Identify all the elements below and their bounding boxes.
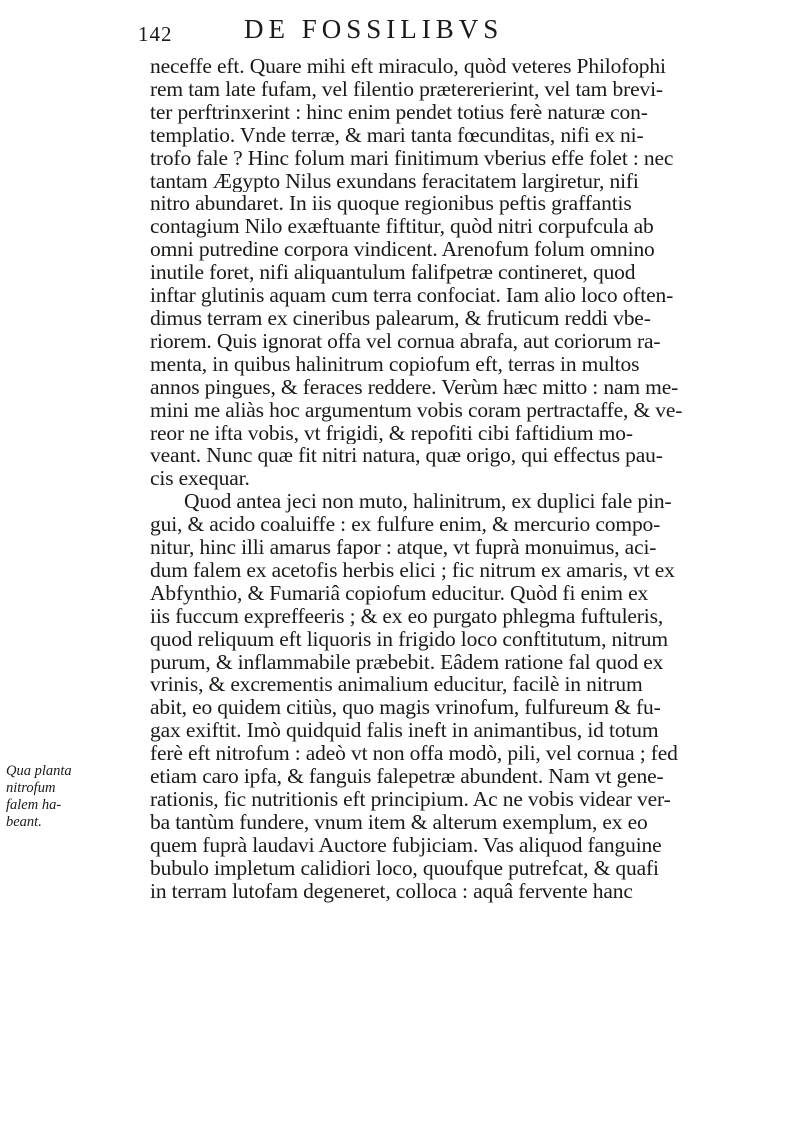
page-header: [100, 8, 760, 48]
text-line: nitro abundaret. In iis quoque regionibus peftis graffantis: [150, 192, 632, 216]
text-line: neceffe eft. Quare mihi eft miraculo, quòd veteres Philofophi: [150, 55, 666, 78]
text-line: bubulo impletum calidiori loco, quoufque putrefcat, & quafi: [150, 856, 659, 880]
text-line: vrinis, & excrementis animalium educitur, facilè in nitrum: [150, 673, 643, 697]
text-line: gui, & acido coaluiffe : ex fulfure enim, & mercurio compo-: [150, 513, 661, 537]
text-line: rem tam late fufam, vel filentio prætererierint, vel tam brevi-: [150, 77, 663, 101]
text-line: Abfynthio, & Fumariâ copiofum educitur. Quòd fi enim ex: [150, 581, 649, 605]
text-line: in terram lutofam degeneret, colloca : aquâ fervente hanc: [150, 879, 633, 903]
paragraph-start-line: Quod antea jeci non muto, halinitrum, ex duplici fale pin-: [184, 490, 672, 514]
text-line: quem fuprà laudavi Auctore fubjiciam. Vas aliquod fanguine: [150, 833, 662, 857]
text-line: dum falem ex acetofis herbis elici ; fic nitrum ex amaris, vt ex: [150, 558, 675, 582]
text-line: ter perftrinxerint : hinc enim pendet totius ferè naturæ con-: [150, 100, 648, 124]
text-line: templatio. Vnde terræ, & mari tanta fœcunditas, nifi ex ni-: [150, 123, 644, 147]
text-line: tantam Ægypto Nilus exundans feracitatem largiretur, nifi: [150, 169, 639, 193]
text-line: nitur, hinc illi amarus fapor : atque, vt fuprà monuimus, aci-: [150, 536, 657, 559]
body-text: [150, 55, 750, 903]
text-line: rationis, fic nutritionis eft principium. Ac ne vobis videar ver-: [150, 788, 671, 811]
running-head: DE FOSSILIBVS: [244, 14, 504, 44]
margin-note-line: falem ha-: [6, 797, 62, 813]
text-line: menta, in quibus halinitrum copiofum eft, terras in multos: [150, 352, 640, 376]
margin-note-line: nitrofum: [6, 780, 56, 796]
margin-note-line: Qua planta: [6, 763, 72, 779]
text-line: abit, eo quidem citiùs, quo magis vrinofum, fulfureum & fu-: [150, 696, 661, 720]
text-line: mini me aliàs hoc argumentum vobis coram pertractaffe, & ve-: [150, 398, 683, 422]
text-line: annos pingues, & feraces reddere. Verùm hæc mitto : nam me-: [150, 375, 679, 399]
text-line: iis fuccum expreffeeris ; & ex eo purgato phlegma fuftuleris,: [150, 604, 664, 628]
text-line: trofo fale ? Hinc folum mari finitimum vberius effe folet : nec: [150, 146, 674, 170]
text-line: veant. Nunc quæ fit nitri natura, quæ origo, qui effectus pau-: [150, 444, 663, 468]
text-line: cis exequar.: [150, 467, 250, 491]
text-line: ferè eft nitrofum : adeò vt non offa modò, pili, vel cornua ; fed: [150, 742, 678, 766]
text-line: ba tantùm fundere, vnum item & alterum exemplum, ex eo: [150, 810, 648, 834]
margin-note: [6, 763, 86, 831]
margin-note-line: beant.: [6, 814, 42, 830]
text-line: riorem. Quis ignorat offa vel cornua abrafa, aut coriorum ra-: [150, 329, 661, 353]
text-line: contagium Nilo exæftuante fiftitur, quòd nitri corpufcula ab: [150, 215, 654, 239]
text-line: etiam caro ipfa, & fanguis falepetræ abundent. Nam vt gene-: [150, 765, 664, 788]
text-line: omni putredine corpora vindicent. Arenofum folum omnino: [150, 238, 655, 262]
text-line: purum, & inflammabile præbebit. Eâdem ratione fal quod ex: [150, 650, 664, 674]
text-line: reor ne ifta vobis, vt frigidi, & repofiti cibi faftidium mo-: [150, 421, 633, 445]
page-number: 142: [138, 22, 173, 46]
text-line: dimus terram ex cineribus palearum, & fruticum reddi vbe-: [150, 306, 651, 330]
text-line: quod reliquum eft liquoris in frigido loco conftitutum, nitrum: [150, 627, 668, 651]
text-line: inutile foret, nifi aliquantulum falifpetræ contineret, quod: [150, 261, 636, 285]
text-line: gax exiftit. Imò quidquid falis ineft in animantibus, id totum: [150, 719, 659, 743]
text-line: inftar glutinis aquam cum terra confociat. Iam alio loco often-: [150, 284, 674, 307]
